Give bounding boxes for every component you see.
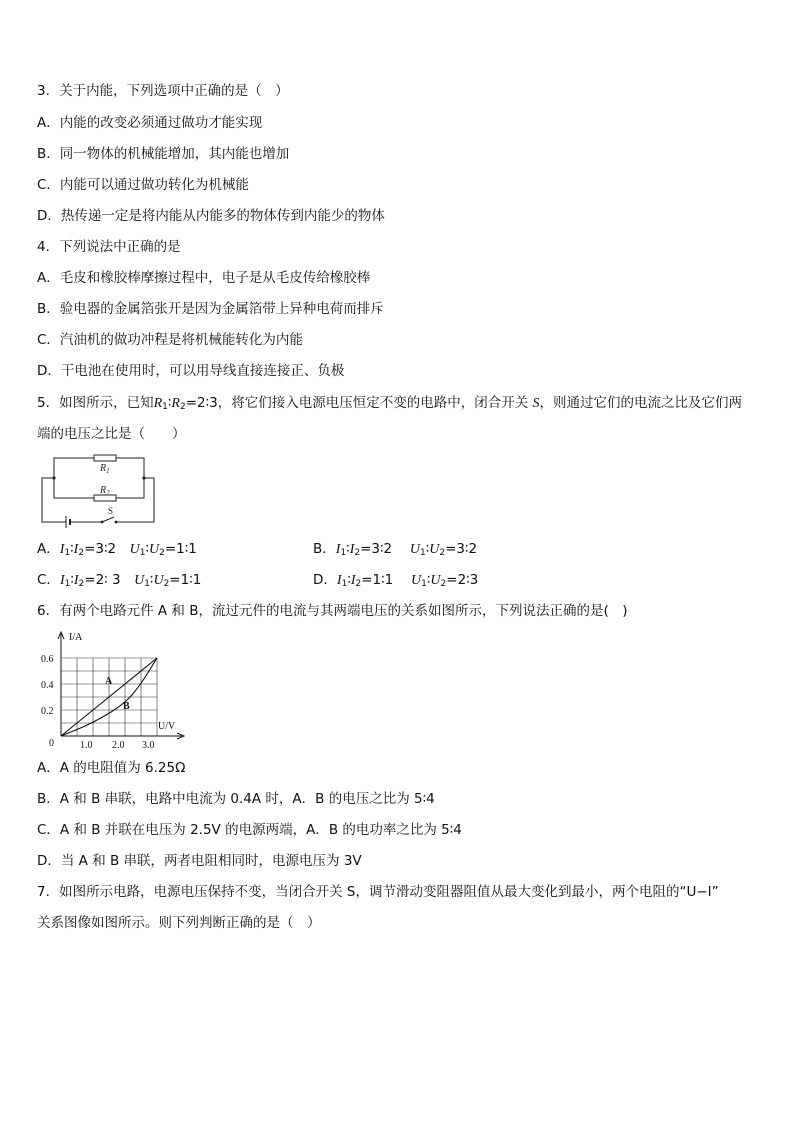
circuit-wire-mid-right [116,478,144,498]
y-tick-0.6: 0.6 [41,654,54,665]
y-tick-0.2: 0.2 [41,706,54,717]
junction-right [142,476,145,479]
circuit-wire-top-right [116,458,144,478]
q5-r2-symbol: R [171,396,180,411]
q4-stem: 4．下列说法中正确的是 [37,239,181,255]
curve-a-label: A [105,676,113,687]
switch-label: S [108,506,114,516]
q4-option-c: C．汽油机的做功冲程是将机械能转化为内能 [37,332,303,348]
circuit-wire-right [116,478,154,522]
q4-option-b: B．验电器的金属箔张开是因为金属箔带上异种电荷而排斥 [37,301,384,317]
y-tick-0.4: 0.4 [41,680,54,691]
q5-stem-line1: 5．如图所示，已知$R_1∶R_2=2∶3$，将它们接入电源电压恒定不变的电路中，闭合开关 S，则通过它们的电流之比及它们两 [37,395,743,412]
q7-stem-line2: 关系图像如图所示。则下列判断正确的是（ ） [37,915,321,931]
circuit-wire-mid [54,478,94,498]
switch-contact [115,521,118,524]
origin-label: 0 [49,738,54,749]
q5-option-d-letter: D． [313,572,337,588]
switch-blade [102,517,114,522]
q5-option-b: B．$I_1∶I_2=3∶2$ $U_1∶U_2=3∶2$ [313,541,478,558]
q5-stem-ratio: =2∶3，将它们接入电源电压恒定不变的电路中，闭合开关 [185,395,529,411]
q5-option-a-letter: A． [37,541,60,557]
q5-stem-a: 5．如图所示，已知 [37,395,154,411]
q6-option-b: B．A 和 B 串联，电路中电流为 0.4A 时，A．B 的电压之比为 5∶4 [37,791,435,807]
x-tick-1.0: 1.0 [80,740,93,751]
x-tick-3.0: 3.0 [142,740,155,751]
circuit-wire-top [54,458,94,478]
q6-option-d: D．当 A 和 B 串联，两者电阻相同时，电源电压为 3V [37,853,362,869]
q3-stem: 3．关于内能，下列选项中正确的是（ ） [37,83,289,99]
q5-option-c-letter: C． [37,572,60,588]
q6-option-c: C．A 和 B 并联在电压为 2.5V 的电源两端，A．B 的电功率之比为 5∶4 [37,822,462,838]
q6-option-a: A．A 的电阻值为 6.25Ω [37,760,186,776]
q4-option-a: A．毛皮和橡胶棒摩擦过程中，电子是从毛皮传给橡胶棒 [37,270,371,286]
q3-option-b: B．同一物体的机械能增加，其内能也增加 [37,146,290,162]
q5-option-a: A．$I_1∶I_2=3∶2$ $U_1∶U_2=1∶1$ [37,541,197,558]
q3-option-c: C．内能可以通过做功转化为机械能 [37,177,249,193]
switch-pivot [101,521,104,524]
q5-switch-symbol: S [532,396,540,411]
q5-stem-line2: 端的电压之比是（ ） [37,426,186,442]
q6-stem: 6．有两个电路元件 A 和 B，流过元件的电流与其两端电压的关系如图所示，下列说法正确的是( ) [37,603,628,619]
q5-circuit-diagram [38,452,158,528]
r2-label: $R_2$ [100,485,110,497]
q7-stem-line1: 7．如图所示电路，电源电压保持不变，当闭合开关 S，调节滑动变阻器阻值从最大变化到最小，两个电阻的“U−I” [37,884,719,900]
q4-option-d: D．干电池在使用时，可以用导线直接连接正、负极 [37,363,345,379]
q5-r1-symbol: R [153,396,163,411]
resistor-r1 [94,455,116,461]
r1-label: $R_1$ [100,463,110,475]
y-axis-label: I/A [69,632,83,643]
junction-left [52,476,55,479]
q5-option-d: D．$I_1∶I_2=1∶1$ $U_1∶U_2=2∶3$ [313,572,479,589]
x-tick-2.0: 2.0 [112,740,125,751]
q3-option-a: A．内能的改变必须通过做功才能实现 [37,115,263,131]
q5-stem-b: ，则通过它们的电流之比及它们两 [539,395,743,411]
q5-option-c: C．$I_1∶I_2=2∶$ 3 $U_1∶U_2=1∶1$ [37,572,202,589]
q3-option-d: D．热传递一定是将内能从内能多的物体传到内能少的物体 [37,208,385,224]
q5-option-b-letter: B． [313,541,336,557]
curve-b-label: B [123,701,130,712]
q6-iu-graph [36,628,186,752]
x-axis-label: U/V [158,721,176,732]
